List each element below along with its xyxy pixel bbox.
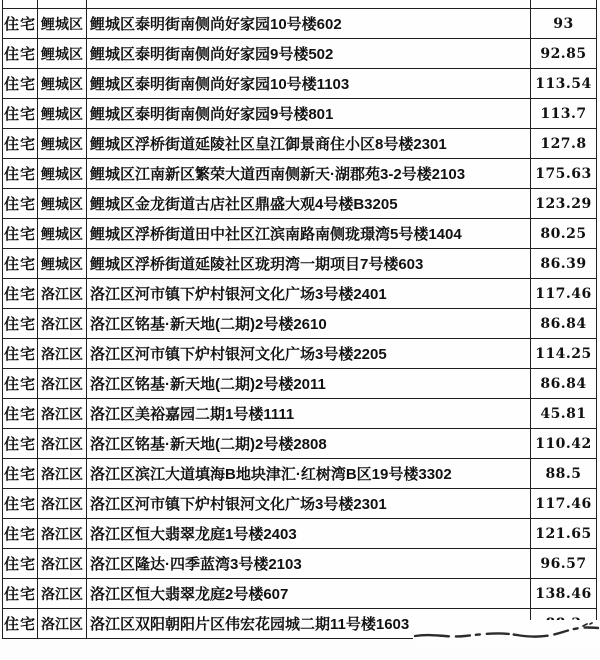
cell-address: 洛江区双阳朝阳片区伟宏花园城二期11号楼1603	[87, 609, 531, 638]
cell-property-type: 住宅	[3, 369, 38, 398]
cell-area: 96.57	[531, 549, 597, 578]
cell-property-type: 住宅	[3, 429, 38, 458]
cell-address: 洛江区恒大翡翠龙庭2号楼607	[87, 579, 531, 608]
cell-district: 鲤城区	[38, 189, 87, 218]
cell-area: 110.42	[531, 429, 597, 458]
cell-address: 洛江区滨江大道填海B地块津汇·红树湾B区19号楼3302	[87, 459, 531, 488]
cell-area: 175.63	[531, 159, 597, 188]
cell-property-type: 住宅	[3, 159, 38, 188]
scribble-overlay	[413, 620, 600, 646]
cell-address	[87, 0, 531, 8]
cell-address: 洛江区铭基·新天地(二期)2号楼2808	[87, 429, 531, 458]
cell-address: 鲤城区江南新区繁荣大道西南侧新天·湖郡苑3-2号楼2103	[87, 159, 531, 188]
cell-district: 鲤城区	[38, 129, 87, 158]
cell-property-type: 住宅	[3, 219, 38, 248]
table-row	[3, 339, 597, 369]
cell-property-type: 住宅	[3, 9, 38, 38]
cell-property-type: 住宅	[3, 579, 38, 608]
cell-district: 洛江区	[38, 369, 87, 398]
cell-area: 121.65	[531, 519, 597, 548]
cell-area: 114.25	[531, 339, 597, 368]
table-row	[3, 9, 597, 39]
cell-district: 洛江区	[38, 279, 87, 308]
listing-table	[2, 0, 597, 639]
cell-area: 113.54	[531, 69, 597, 98]
table-row	[3, 99, 597, 129]
table-row	[3, 249, 597, 279]
cell-area: 88.5	[531, 459, 597, 488]
cell-area: 86.84	[531, 309, 597, 338]
cell-property-type: 住宅	[3, 519, 38, 548]
table-row	[3, 189, 597, 219]
cell-address: 洛江区铭基·新天地(二期)2号楼2610	[87, 309, 531, 338]
table-row	[3, 399, 597, 429]
table-row	[3, 219, 597, 249]
cell-address: 洛江区河市镇下炉村银河文化广场3号楼2401	[87, 279, 531, 308]
table-row	[3, 69, 597, 99]
cell-address: 鲤城区浮桥街道田中社区江滨南路南侧珑璟湾5号楼1404	[87, 219, 531, 248]
cell-area: 45.81	[531, 399, 597, 428]
cell-district	[38, 0, 87, 8]
cell-property-type: 住宅	[3, 69, 38, 98]
cell-district: 鲤城区	[38, 69, 87, 98]
cell-district: 洛江区	[38, 309, 87, 338]
cell-district: 洛江区	[38, 549, 87, 578]
cell-district: 洛江区	[38, 489, 87, 518]
cell-district: 鲤城区	[38, 159, 87, 188]
table-row	[3, 39, 597, 69]
cell-district: 鲤城区	[38, 249, 87, 278]
table-row-partial-top	[3, 0, 597, 9]
table-row	[3, 129, 597, 159]
cell-district: 洛江区	[38, 579, 87, 608]
cell-area: 93	[531, 9, 597, 38]
table-row	[3, 309, 597, 339]
cell-address: 鲤城区浮桥街道延陵社区珑玥湾一期项目7号楼603	[87, 249, 531, 278]
cell-area: 117.46	[531, 279, 597, 308]
table-row	[3, 579, 597, 609]
cell-area: 92.85	[531, 39, 597, 68]
cell-address: 鲤城区泰明街南侧尚好家园10号楼1103	[87, 69, 531, 98]
table-row	[3, 159, 597, 189]
cell-property-type: 住宅	[3, 399, 38, 428]
cell-area: 113.7	[531, 99, 597, 128]
cell-property-type: 住宅	[3, 339, 38, 368]
cell-address: 洛江区河市镇下炉村银河文化广场3号楼2205	[87, 339, 531, 368]
cell-district: 鲤城区	[38, 219, 87, 248]
cell-address: 洛江区铭基·新天地(二期)2号楼2011	[87, 369, 531, 398]
cell-area: 80.25	[531, 219, 597, 248]
cell-address: 洛江区河市镇下炉村银河文化广场3号楼2301	[87, 489, 531, 518]
cell-property-type: 住宅	[3, 309, 38, 338]
table-row	[3, 279, 597, 309]
cell-district: 洛江区	[38, 459, 87, 488]
cell-property-type: 住宅	[3, 549, 38, 578]
cell-district: 洛江区	[38, 339, 87, 368]
cell-district: 洛江区	[38, 429, 87, 458]
scribble-line-icon	[413, 620, 600, 646]
cell-property-type: 住宅	[3, 39, 38, 68]
table-row	[3, 549, 597, 579]
cell-area: 117.46	[531, 489, 597, 518]
cell-address: 鲤城区泰明街南侧尚好家园10号楼602	[87, 9, 531, 38]
cell-district: 洛江区	[38, 399, 87, 428]
cell-address: 洛江区隆达·四季蓝湾3号楼2103	[87, 549, 531, 578]
cell-property-type: 住宅	[3, 129, 38, 158]
cell-property-type: 住宅	[3, 609, 38, 638]
cell-district: 洛江区	[38, 519, 87, 548]
cell-property-type: 住宅	[3, 189, 38, 218]
cell-property-type	[3, 0, 38, 8]
cell-district: 鲤城区	[38, 9, 87, 38]
cell-area: 123.29	[531, 189, 597, 218]
cell-district: 鲤城区	[38, 99, 87, 128]
cell-district: 洛江区	[38, 609, 87, 638]
cell-area: 86.84	[531, 369, 597, 398]
cell-address: 鲤城区泰明街南侧尚好家园9号楼502	[87, 39, 531, 68]
cell-area: 138.46	[531, 579, 597, 608]
cell-area: 86.39	[531, 249, 597, 278]
cell-address: 洛江区美裕嘉园二期1号楼1111	[87, 399, 531, 428]
table-row	[3, 489, 597, 519]
cell-address: 鲤城区泰明街南侧尚好家园9号楼801	[87, 99, 531, 128]
cell-property-type: 住宅	[3, 459, 38, 488]
cell-property-type: 住宅	[3, 489, 38, 518]
cell-property-type: 住宅	[3, 249, 38, 278]
cell-address: 鲤城区浮桥街道延陵社区皇江御景商住小区8号楼2301	[87, 129, 531, 158]
cell-property-type: 住宅	[3, 279, 38, 308]
cell-area	[531, 0, 597, 8]
table-row	[3, 519, 597, 549]
table-row	[3, 459, 597, 489]
cell-area: 127.8	[531, 129, 597, 158]
cell-address: 鲤城区金龙街道古店社区鼎盛大观4号楼B3205	[87, 189, 531, 218]
cell-address: 洛江区恒大翡翠龙庭1号楼2403	[87, 519, 531, 548]
cell-property-type: 住宅	[3, 99, 38, 128]
table-row	[3, 369, 597, 399]
table-row	[3, 429, 597, 459]
cell-district: 鲤城区	[38, 39, 87, 68]
